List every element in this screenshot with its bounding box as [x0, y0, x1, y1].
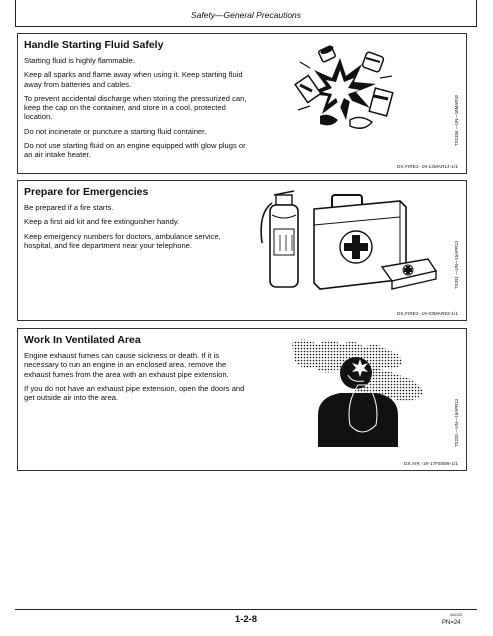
paragraph: To prevent accidental discharge when storing the pressurized can, keep the cap on the container, and store in a cool, protected location.: [24, 93, 247, 122]
section-title: Prepare for Emergencies: [24, 186, 149, 198]
paragraph: Keep all sparks and flame away when using it. Keep starting fluid away from batteries and cables.: [24, 70, 243, 89]
reference-code: DX,FIRE2 -19-03MAR93-1/1: [397, 311, 458, 316]
paragraph: Do not incinerate or puncture a starting fluid container.: [24, 126, 207, 136]
paragraph: Keep emergency numbers for doctors, ambulance service, hospital, and fire department near your telephone.: [24, 231, 221, 250]
header-rule: [15, 26, 477, 27]
section-body: [24, 56, 249, 165]
image-id: TS291 —UN—15APR13: [454, 240, 459, 289]
image-id: TS220 —UN—15APR13: [454, 398, 459, 447]
section-starting-fluid: [17, 33, 467, 174]
reference-code: DX,AIR -19-17FEB99-1/1: [403, 461, 458, 466]
footer-rule: [15, 609, 477, 610]
section-emergencies: [17, 180, 467, 321]
footer-small-code: 042125: [450, 613, 462, 617]
image-id: TS1356 —UN—18MAR92: [454, 94, 459, 146]
footer-pn: PN=24: [442, 620, 461, 626]
paragraph: Do not use starting fluid on an engine equipped with glow plugs or an air intake heater.: [24, 141, 246, 160]
section-ventilated-area: [17, 328, 467, 471]
running-header-title: Safety—General Precautions: [190, 10, 302, 20]
fire-extinguisher-first-aid-icon: [250, 185, 440, 297]
page-number: 1-2-8: [234, 614, 258, 625]
paragraph: Starting fluid is highly flammable.: [24, 56, 136, 65]
paragraph: If you do not have an exhaust pipe extension, open the doors and get outside air into the area.: [24, 383, 245, 403]
reference-code: DX,FIRE3 -19-14MAR14-1/1: [397, 164, 458, 169]
section-title: Handle Starting Fluid Safely: [24, 39, 164, 51]
paragraph: Keep a first aid kit and fire extinguisher handy.: [24, 217, 180, 227]
exhaust-fumes-person-icon: [288, 335, 428, 447]
section-title: Work In Ventilated Area: [24, 334, 141, 346]
paragraph: Engine exhaust fumes can cause sickness or death. If it is necessary to run an engine in an enclosed area, remove the exhaust fumes from the area with an exhaust pipe extension.: [24, 351, 229, 379]
paragraph: Be prepared if a fire starts.: [24, 203, 114, 212]
section-body: [24, 351, 249, 407]
section-body: [24, 203, 249, 255]
starting-fluid-explosion-icon: [280, 40, 410, 140]
